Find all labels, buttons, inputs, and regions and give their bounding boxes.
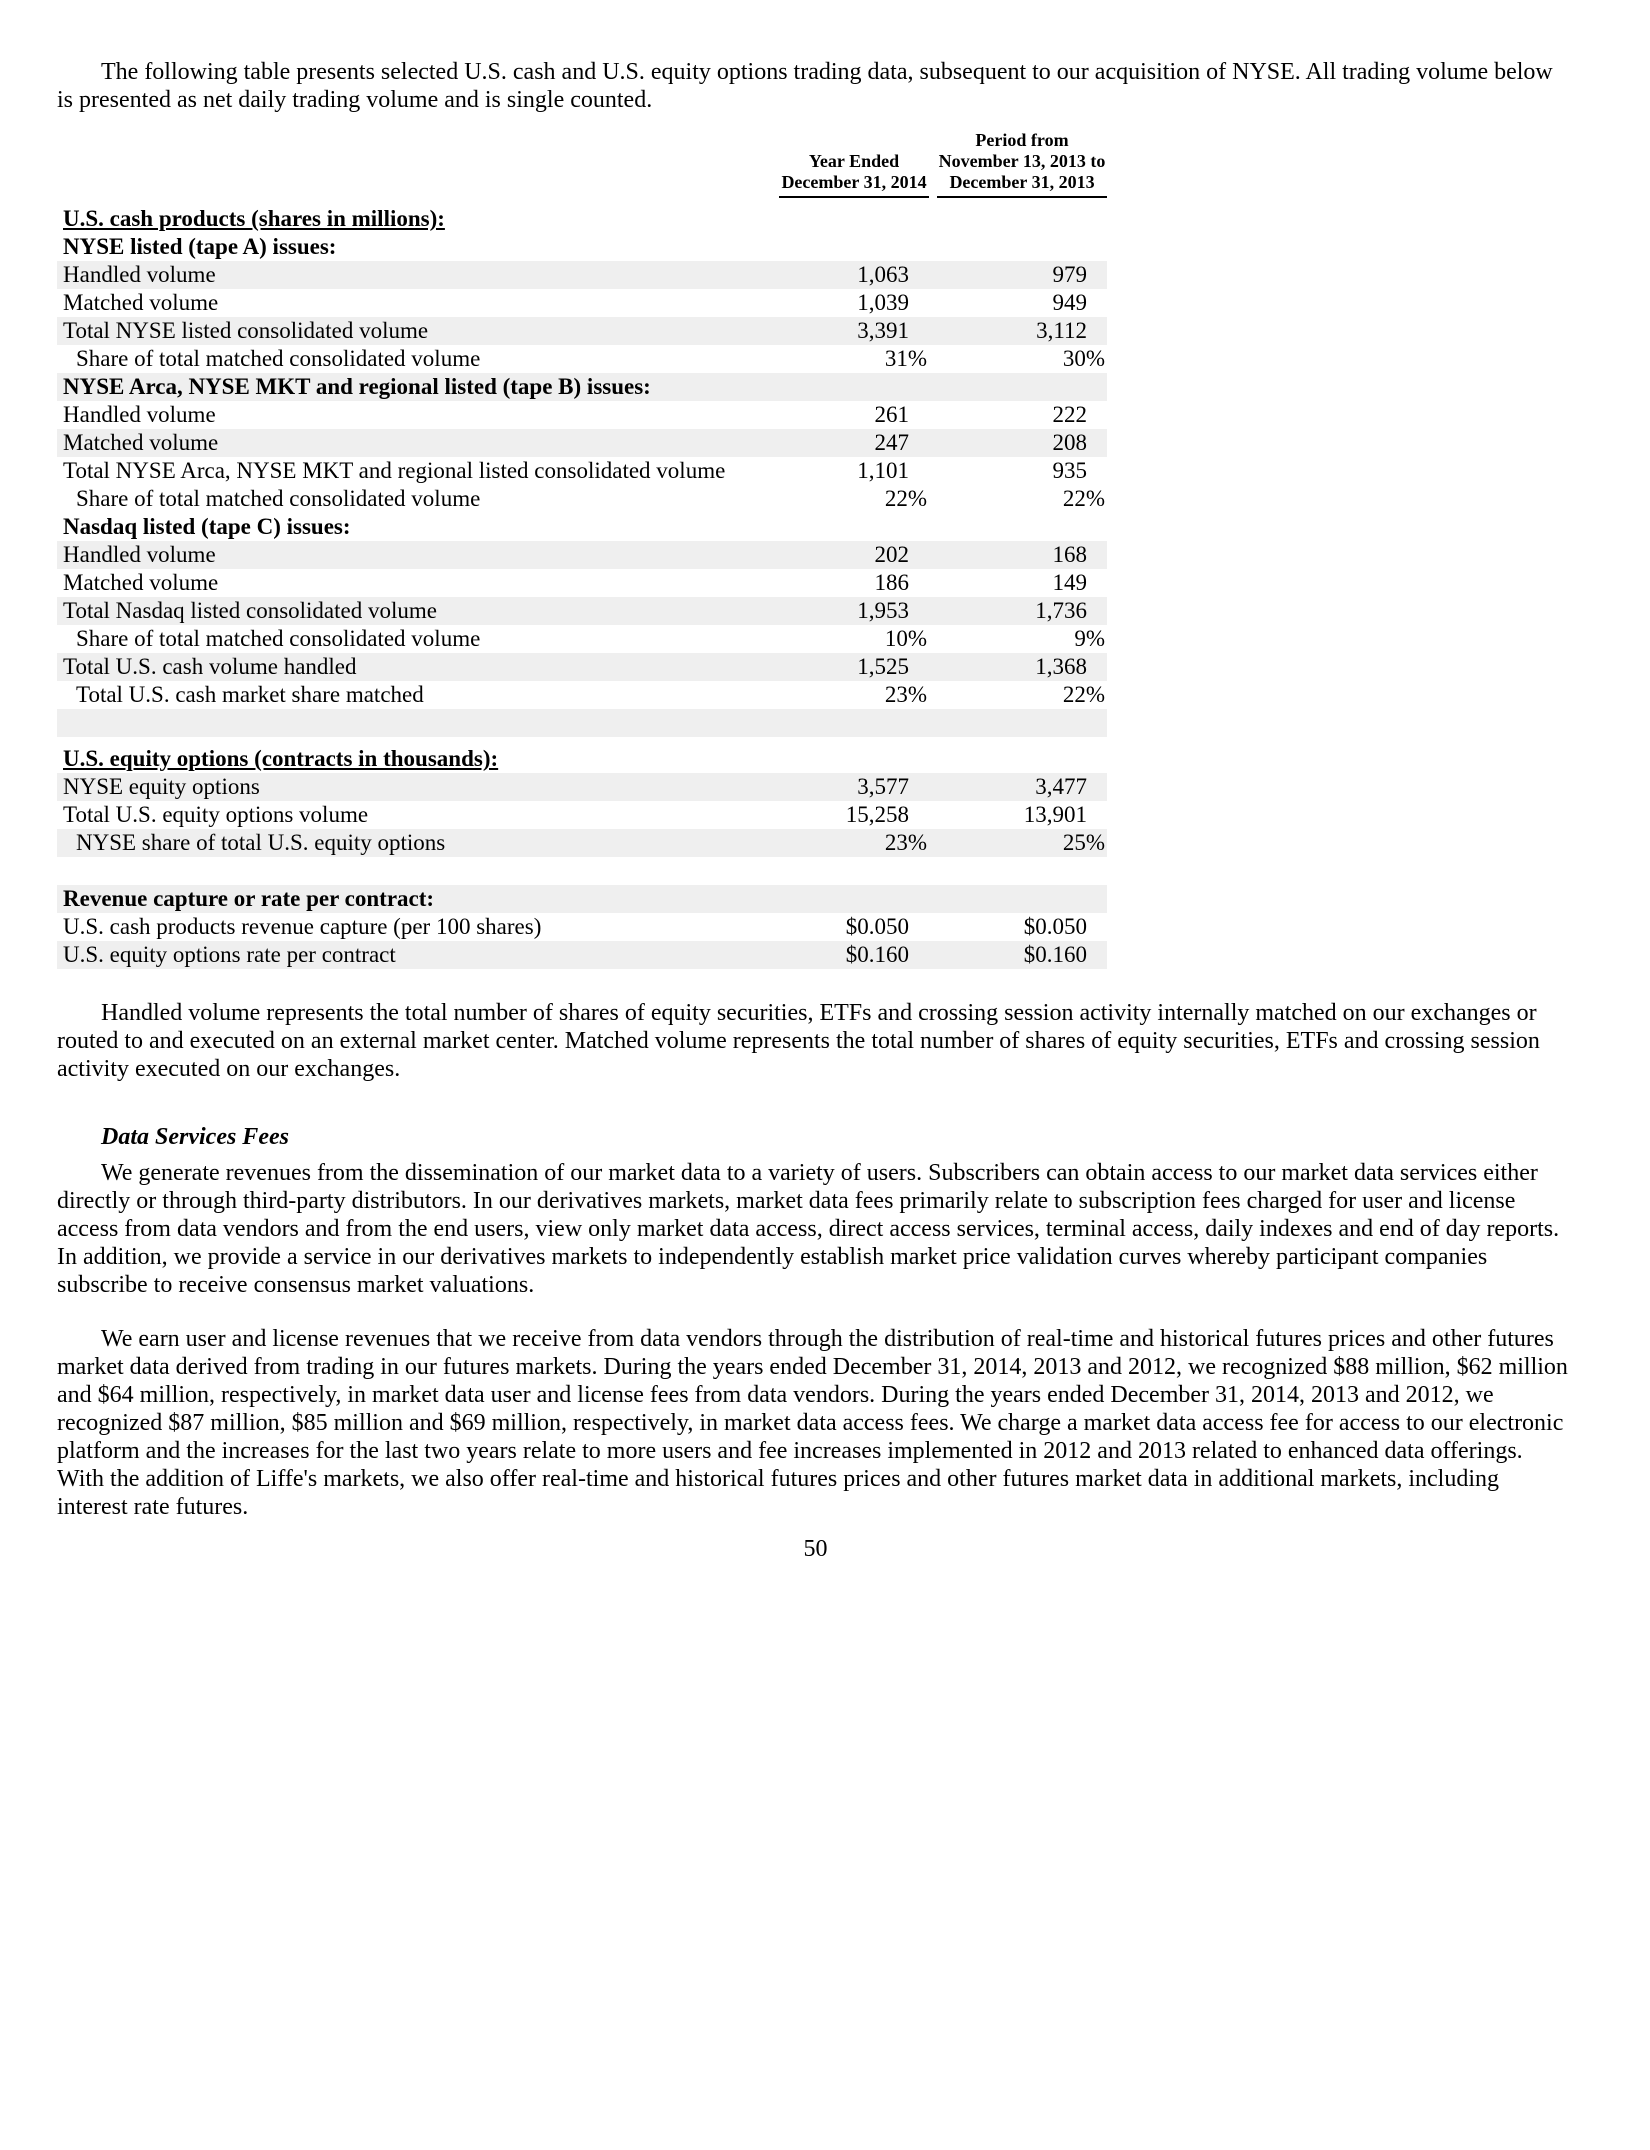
table-row — [57, 913, 1107, 941]
value-2014: 23% — [884, 682, 927, 707]
row-label: Total U.S. cash volume handled — [63, 654, 357, 679]
value-2014 — [779, 513, 929, 541]
value-2014: 15,258 — [845, 802, 909, 827]
row-label-cell — [57, 773, 779, 801]
table-row — [57, 597, 1107, 625]
row-label-cell — [57, 289, 779, 317]
row-label-cell — [57, 913, 779, 941]
row-label: Total U.S. equity options volume — [63, 802, 369, 827]
value-2014 — [779, 197, 929, 233]
row-label-cell — [57, 829, 779, 857]
table-row — [57, 681, 1107, 709]
value-2013: 1,736 — [937, 597, 1107, 625]
value-2014: 1,101 — [857, 458, 909, 483]
value-2013: 3,112 — [937, 317, 1107, 345]
value-2013: 3,477 — [937, 773, 1107, 801]
table-row — [57, 773, 1107, 801]
value-2014 — [779, 709, 929, 737]
column-gap-cell — [929, 829, 937, 857]
value-2014: 3,391 — [779, 317, 929, 345]
row-label: Total U.S. cash market share matched — [76, 682, 424, 707]
row-label-cell — [57, 681, 779, 709]
value-2014: 186 — [874, 570, 909, 595]
table-row — [57, 345, 1107, 373]
table-row — [57, 829, 1107, 857]
table-row — [57, 569, 1107, 597]
value-2013 — [937, 197, 1107, 233]
row-label: Revenue capture or rate per contract: — [63, 886, 435, 911]
row-label: U.S. equity options (contracts in thousands): — [63, 746, 499, 771]
row-label: Total NYSE listed consolidated volume — [63, 318, 429, 343]
row-label: Matched volume — [63, 570, 219, 595]
col-header-line: November 13, 2013 to — [938, 151, 1106, 171]
value-2013: 168 — [937, 541, 1107, 569]
row-label-cell — [57, 457, 779, 485]
column-gap-cell — [929, 773, 937, 801]
column-gap-cell — [929, 857, 937, 885]
column-gap-cell — [929, 261, 937, 289]
spacer-row — [57, 709, 1107, 737]
table-row — [57, 485, 1107, 513]
value-2013 — [937, 373, 1107, 401]
value-2013: 208 — [937, 429, 1107, 457]
value-2014: 202 — [779, 541, 929, 569]
page-number: 50 — [803, 1536, 828, 1562]
table-row — [57, 373, 1107, 401]
data-services-paragraph-1: We generate revenues from the dissemination of our market data to a variety of users. Subscribers can obtain access to our market data services either directly or through third-party distributors. In our derivatives markets, market data fees primarily relate to subscription fees charged for user and license access from data vendors and from the end users, view only market data access, direct access services, terminal access, daily indexes and end of day reports. In addition, we provide a service in our derivatives markets to independently establish market price validation curves whereby participant companies subscribe to receive consensus market valuations. — [57, 1160, 1560, 1298]
header-row — [57, 130, 1107, 197]
row-label: Total Nasdaq listed consolidated volume — [63, 598, 437, 623]
value-2014 — [779, 233, 929, 261]
row-label: Share of total matched consolidated volume — [76, 346, 481, 371]
table-row — [57, 513, 1107, 541]
value-2014: 247 — [779, 429, 929, 457]
column-gap-cell — [929, 317, 937, 345]
row-label-cell — [57, 737, 779, 773]
value-2014 — [779, 373, 929, 401]
table-row — [57, 233, 1107, 261]
value-2013 — [937, 233, 1107, 261]
column-gap-cell — [929, 569, 937, 597]
column-gap-cell — [929, 737, 937, 773]
table-row — [57, 429, 1107, 457]
column-gap-cell — [929, 941, 937, 969]
value-2014: 3,577 — [779, 773, 929, 801]
row-label-cell — [57, 317, 779, 345]
value-2013 — [937, 885, 1107, 913]
row-label-cell — [57, 857, 779, 885]
value-2014: $0.050 — [845, 914, 909, 939]
trading-data-table — [57, 130, 1107, 969]
column-gap-cell — [929, 681, 937, 709]
row-label-cell — [57, 233, 779, 261]
value-2013: 222 — [1052, 402, 1087, 427]
value-2014: 23% — [779, 829, 929, 857]
table-row — [57, 197, 1107, 233]
row-label-cell — [57, 429, 779, 457]
row-label: Total NYSE Arca, NYSE MKT and regional listed consolidated volume — [63, 458, 726, 483]
column-gap-cell — [929, 233, 937, 261]
table-row — [57, 737, 1107, 773]
value-2013: $0.050 — [1023, 914, 1087, 939]
row-label-cell — [57, 625, 779, 653]
row-label-cell — [57, 197, 779, 233]
table-row — [57, 801, 1107, 829]
table-header — [57, 130, 1107, 197]
column-gap-cell — [929, 653, 937, 681]
row-label-cell — [57, 485, 779, 513]
col-header-line: Period from — [975, 130, 1069, 150]
row-label-cell — [57, 513, 779, 541]
row-label-cell — [57, 597, 779, 625]
row-label-cell — [57, 941, 779, 969]
row-label: Share of total matched consolidated volume — [76, 626, 481, 651]
column-gap-cell — [929, 541, 937, 569]
column-gap-cell — [929, 885, 937, 913]
table-row — [57, 541, 1107, 569]
col-header-period-2013 — [937, 130, 1107, 197]
table-row — [57, 625, 1107, 653]
row-label: NYSE listed (tape A) issues: — [63, 234, 337, 259]
value-2014 — [779, 885, 929, 913]
value-2014 — [779, 857, 929, 885]
value-2013: $0.160 — [937, 941, 1107, 969]
data-services-fees-heading: Data Services Fees — [101, 1124, 289, 1150]
column-gap-cell — [929, 429, 937, 457]
handled-volume-note: Handled volume represents the total number of shares of equity securities, ETFs and crossing session activity internally matched on our exchanges or routed to and executed on an external market center. Matched volume represents the total number of shares of equity securities, ETFs and crossing session activity executed on our exchanges. — [57, 1000, 1540, 1082]
row-label: Matched volume — [63, 290, 219, 315]
value-2014: $0.160 — [779, 941, 929, 969]
row-label: Handled volume — [63, 262, 216, 287]
intro-paragraph: The following table presents selected U.S. cash and U.S. equity options trading data, subsequent to our acquisition of NYSE. All trading volume below is presented as net daily trading volume and is single counted. — [57, 59, 1553, 113]
row-label-cell — [57, 345, 779, 373]
table-row — [57, 653, 1107, 681]
row-label: U.S. cash products (shares in millions): — [63, 206, 445, 231]
value-2013: 1,368 — [937, 653, 1107, 681]
table-row — [57, 941, 1107, 969]
table-row — [57, 261, 1107, 289]
row-label-cell — [57, 709, 779, 737]
value-2013 — [937, 709, 1107, 737]
column-gap-cell — [929, 513, 937, 541]
value-2014: 1,063 — [779, 261, 929, 289]
value-2014: 22% — [884, 486, 927, 511]
row-label: NYSE equity options — [63, 774, 260, 799]
data-services-paragraph-2: We earn user and license revenues that we receive from data vendors through the distribution of real-time and historical futures prices and other futures market data derived from trading in our futures markets. During the years ended December 31, 2014, 2013 and 2012, we recognized $88 million, $62 million and $64 million, respectively, in market data user and license fees from data vendors. During the years ended December 31, 2014, 2013 and 2012, we recognized $87 million, $85 million and $69 million, respectively, in market data access fees. We charge a market data access fee for access to our electronic platform and the increases for the last two years relate to more users and fee increases implemented in 2012 and 2013 related to enhanced data offerings. With the addition of Liffe's markets, we also offer real-time and historical futures prices and other futures market data in additional markets, including interest rate futures. — [57, 1326, 1568, 1520]
header-gap — [929, 130, 937, 197]
value-2014: 1,039 — [857, 290, 909, 315]
column-gap-cell — [929, 625, 937, 653]
table-row — [57, 317, 1107, 345]
value-2013: 149 — [1052, 570, 1087, 595]
column-gap-cell — [929, 709, 937, 737]
row-label: Handled volume — [63, 402, 216, 427]
value-2013 — [937, 513, 1107, 541]
value-2014 — [779, 737, 929, 773]
table-row — [57, 457, 1107, 485]
row-label-cell — [57, 401, 779, 429]
column-gap-cell — [929, 289, 937, 317]
table-row — [57, 885, 1107, 913]
value-2013 — [937, 857, 1107, 885]
value-2013: 30% — [1062, 346, 1105, 371]
value-2013: 22% — [1062, 486, 1105, 511]
value-2014: 261 — [874, 402, 909, 427]
row-label-cell — [57, 541, 779, 569]
value-2014: 1,525 — [779, 653, 929, 681]
column-gap-cell — [929, 345, 937, 373]
row-label-cell — [57, 801, 779, 829]
col-header-line: December 31, 2014 — [781, 172, 927, 192]
column-gap-cell — [929, 913, 937, 941]
value-2013: 9% — [1074, 626, 1105, 651]
row-label-cell — [57, 653, 779, 681]
row-label-cell — [57, 373, 779, 401]
value-2013: 22% — [1062, 682, 1105, 707]
row-label: U.S. cash products revenue capture (per 100 shares) — [63, 914, 542, 939]
value-2013 — [937, 737, 1107, 773]
col-header-line: December 31, 2013 — [949, 172, 1095, 192]
spacer-row — [57, 857, 1107, 885]
table-row — [57, 289, 1107, 317]
col-header-line: Year Ended — [808, 151, 900, 171]
trading-table-body — [57, 197, 1107, 969]
value-2013: 979 — [937, 261, 1107, 289]
value-2013: 25% — [937, 829, 1107, 857]
row-label: U.S. equity options rate per contract — [63, 942, 396, 967]
value-2013: 13,901 — [1023, 802, 1087, 827]
value-2014: 1,953 — [779, 597, 929, 625]
value-2013: 935 — [1052, 458, 1087, 483]
row-label-cell — [57, 569, 779, 597]
value-2014: 10% — [884, 626, 927, 651]
value-2013: 949 — [1052, 290, 1087, 315]
row-label-cell — [57, 885, 779, 913]
row-label: NYSE share of total U.S. equity options — [76, 830, 446, 855]
column-gap-cell — [929, 597, 937, 625]
column-gap-cell — [929, 197, 937, 233]
row-label: Nasdaq listed (tape C) issues: — [63, 514, 351, 539]
row-label: Matched volume — [63, 430, 219, 455]
value-2014: 31% — [884, 346, 927, 371]
row-label: NYSE Arca, NYSE MKT and regional listed (tape B) issues: — [63, 374, 651, 399]
col-header-year-ended-2014 — [779, 130, 929, 197]
row-label-cell — [57, 261, 779, 289]
column-gap-cell — [929, 801, 937, 829]
header-label-spacer — [57, 130, 779, 197]
column-gap-cell — [929, 373, 937, 401]
column-gap-cell — [929, 457, 937, 485]
row-label: Share of total matched consolidated volume — [76, 486, 481, 511]
table-row — [57, 401, 1107, 429]
column-gap-cell — [929, 485, 937, 513]
row-label: Handled volume — [63, 542, 216, 567]
column-gap-cell — [929, 401, 937, 429]
